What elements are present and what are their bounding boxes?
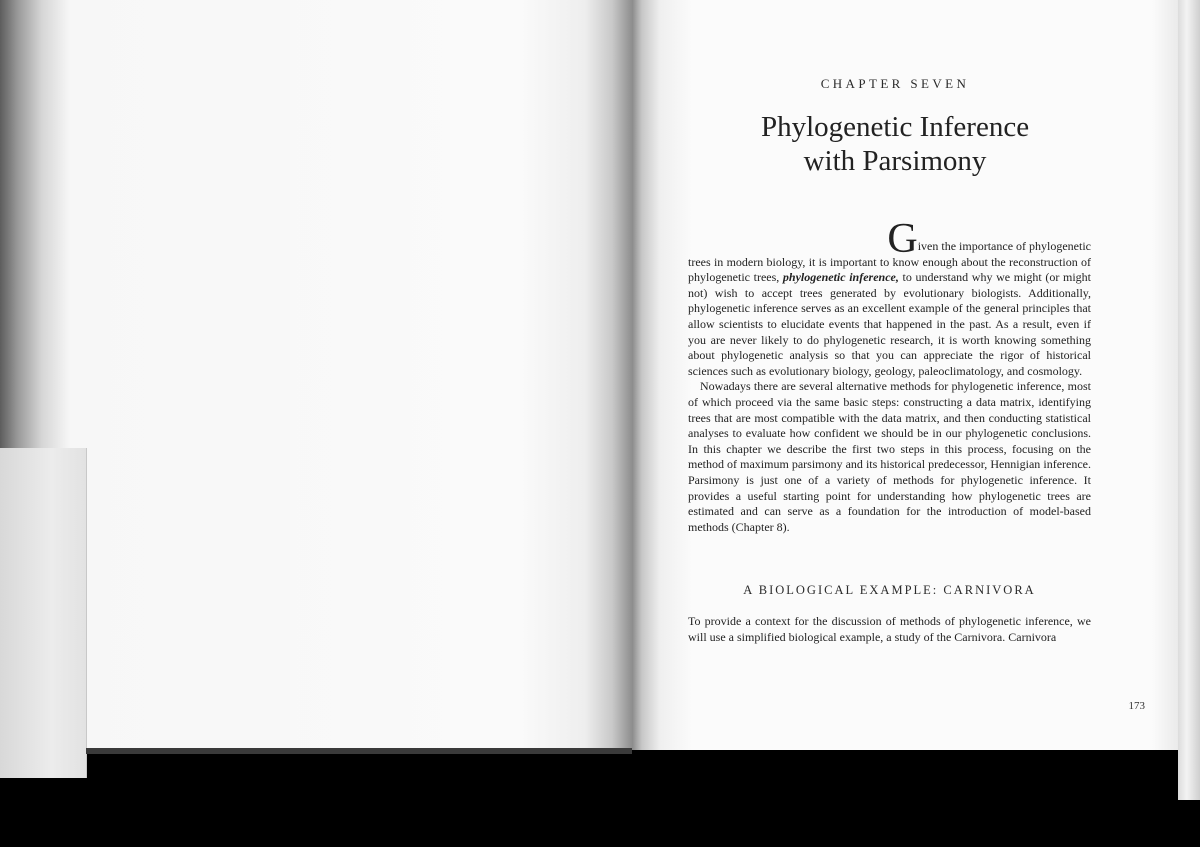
page-number: 173 xyxy=(1128,700,1145,712)
opening-line xyxy=(688,216,1091,262)
page-bottom-shadow xyxy=(86,748,632,754)
drop-cap: G xyxy=(887,216,918,262)
paragraph-3: To provide a context for the discussion of methods of phylogenetic inference, we will use a simplified biological example, a study of the Carnivora. Carnivora xyxy=(688,614,1091,644)
body-text-2 xyxy=(688,613,1091,645)
page-flap xyxy=(0,448,87,778)
section-heading: A BIOLOGICAL EXAMPLE: CARNIVORA xyxy=(743,583,1036,597)
paragraph-1-text-a: trees in modern biology, it is important to know enough about the reconstruction of phylogenetic trees, xyxy=(688,254,1091,285)
right-page-edge xyxy=(1178,0,1200,800)
body-text xyxy=(688,216,1091,535)
paragraph-1 xyxy=(688,255,1091,380)
paragraph-1-emphasis: phylogenetic inference, xyxy=(782,270,899,285)
paragraph-1-text-b: to understand why we might (or might not) wish to accept trees generated by evolutionary biologists. Additionally, phylogenetic inference serves as an excellent example of the general principles that allow scientists to elucidate events that happened in the past. As a result, even if you are never likely to do phylogenetic research, it is worth knowing something about phylogenetic analysis so that you can appreciate the rigor of historical sciences such as evolutionary biology, geology, paleoclimatology, and cosmology. xyxy=(688,270,1091,378)
chapter-title-line-1: Phylogenetic Inference xyxy=(760,111,1030,143)
chapter-label: CHAPTER SEVEN xyxy=(820,76,970,91)
opening-line-text: iven the importance of phylogenetic xyxy=(917,239,1091,253)
chapter-title xyxy=(720,110,1070,178)
left-page xyxy=(0,0,632,750)
chapter-title-line-2: with Parsimony xyxy=(803,145,987,177)
paragraph-2: Nowadays there are several alternative methods for phylogenetic inference, most of which proceed via the same basic steps: constructing a data matrix, identifying trees that are most compatible with the data matrix, and then conducting statistical analyses to evaluate how confident we should be in our phylogenetic conclusions. In this chapter we describe the first two steps in this process, focusing on the method of maximum parsimony and its historical predecessor, Hennigian inference. Parsimony is just one of a variety of methods for phylogenetic inference. It provides a useful starting point for understanding how phylogenetic trees are estimated and can serve as a foundation for the introduction of model-based methods (Chapter 8). xyxy=(688,379,1091,534)
